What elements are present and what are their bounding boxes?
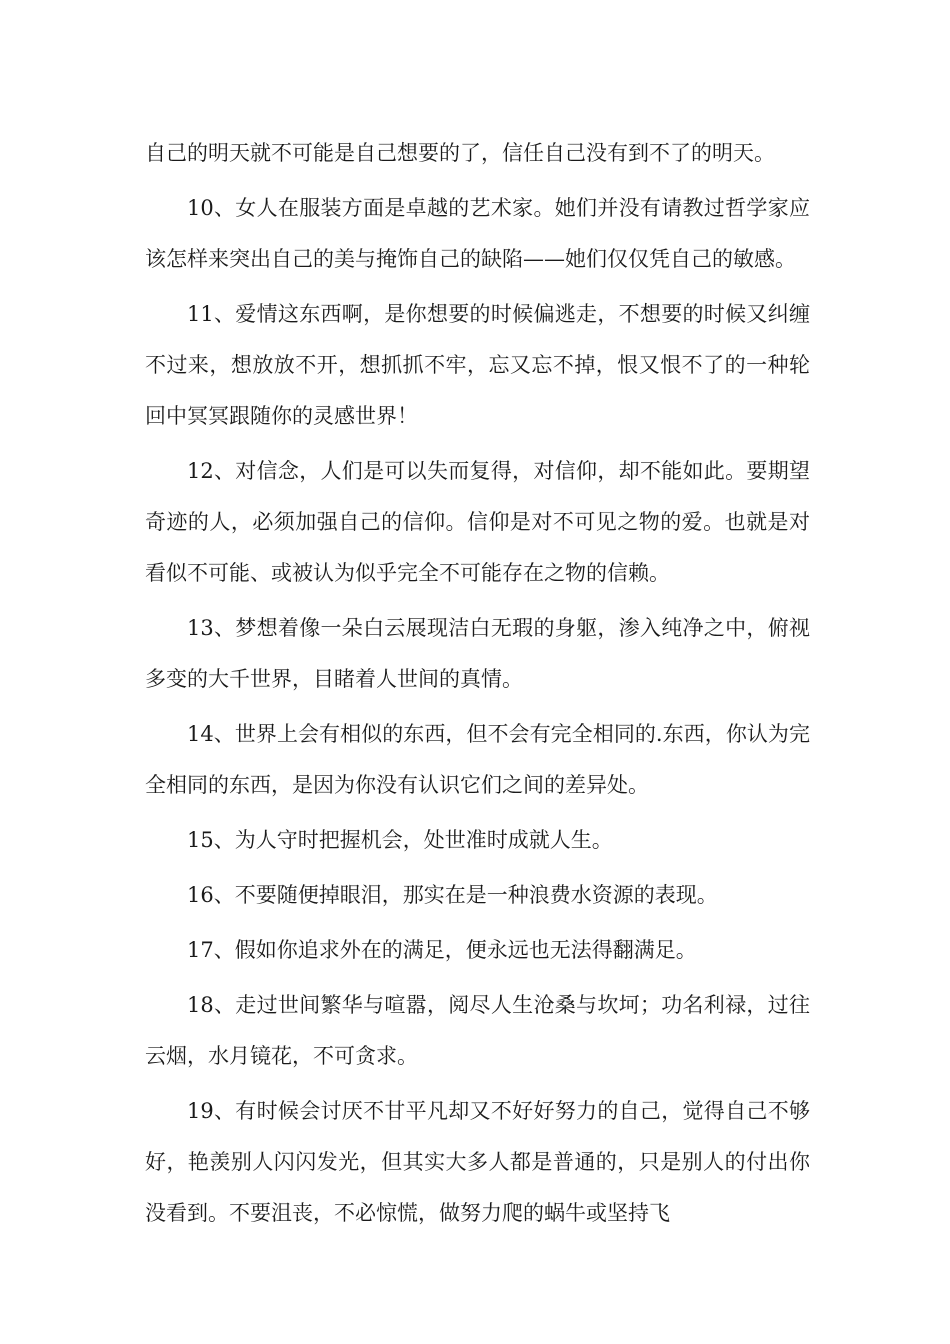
paragraph-continuation: 自己的明天就不可能是自己想要的了，信任自己没有到不了的明天。 — [145, 141, 775, 165]
document-body — [145, 128, 810, 1243]
paragraph-12: 12、对信念，人们是可以失而复得，对信仰，却不能如此。要期望奇迹的人，必须加强自己的信仰。信仰是对不可见之物的爱。也就是对看似不可能、或被认为似乎完全不可能存在之物的信赖。 — [145, 459, 810, 585]
paragraph-13: 13、梦想着像一朵白云展现洁白无瑕的身躯，渗入纯净之中，俯视多变的大千世界，目睹着人世间的真情。 — [145, 616, 810, 691]
paragraph-19: 19、有时候会讨厌不甘平凡却又不好好努力的自己，觉得自己不够好，艳羡别人闪闪发光，但其实大多人都是普通的，只是别人的付出你没看到。不要沮丧，不必惊慌，做努力爬的蜗牛或坚持飞 — [145, 1099, 810, 1225]
paragraph-11: 11、爱情这东西啊，是你想要的时候偏逃走，不想要的时候又纠缠不过来，想放放不开，想抓抓不牢，忘又忘不掉，恨又恨不了的一种轮回中冥冥跟随你的灵感世界！ — [145, 302, 810, 428]
paragraph-17: 17、假如你追求外在的满足，便永远也无法得翻满足。 — [187, 938, 697, 962]
paragraph-14: 14、世界上会有相似的东西，但不会有完全相同的.东西，你认为完全相同的东西，是因为你没有认识它们之间的差异处。 — [145, 722, 810, 797]
paragraph-16: 16、不要随便掉眼泪，那实在是一种浪费水资源的表现。 — [187, 883, 718, 907]
paragraph-10: 10、女人在服装方面是卓越的艺术家。她们并没有请教过哲学家应该怎样来突出自己的美与掩饰自己的缺陷——她们仅仅凭自己的敏感。 — [145, 196, 810, 271]
paragraph-18: 18、走过世间繁华与喧嚣，阅尽人生沧桑与坎坷；功名利禄，过往云烟，水月镜花，不可贪求。 — [145, 993, 810, 1068]
paragraph-15: 15、为人守时把握机会，处世准时成就人生。 — [187, 828, 613, 852]
